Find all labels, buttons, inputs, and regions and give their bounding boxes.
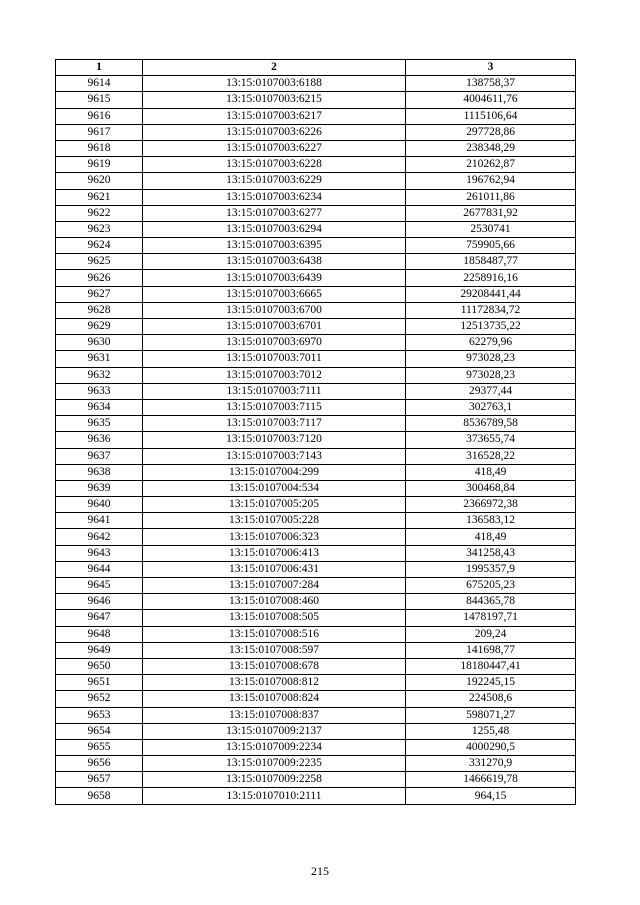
table-cell-col-1: 9618: [56, 140, 143, 156]
table-cell-col-2: 13:15:0107006:431: [143, 561, 406, 577]
table-cell-col-2: 13:15:0107008:505: [143, 610, 406, 626]
table-cell-col-3: 973028,23: [406, 351, 576, 367]
table-row: [56, 335, 576, 351]
table-cell-col-2: 13:15:0107003:6970: [143, 335, 406, 351]
table-cell-col-2: 13:15:0107009:2137: [143, 723, 406, 739]
table-cell-col-3: 29377,44: [406, 383, 576, 399]
table-cell-col-3: 598071,27: [406, 707, 576, 723]
table-cell-col-1: 9656: [56, 756, 143, 772]
table-body: [56, 76, 576, 804]
column-header-2: 2: [143, 60, 406, 76]
table-cell-col-2: 13:15:0107003:6439: [143, 270, 406, 286]
table-row: [56, 367, 576, 383]
table-row: [56, 480, 576, 496]
table-row: [56, 464, 576, 480]
table-cell-col-1: 9647: [56, 610, 143, 626]
table-cell-col-1: 9644: [56, 561, 143, 577]
table-cell-col-3: 2258916,16: [406, 270, 576, 286]
table-cell-col-3: 4004611,76: [406, 92, 576, 108]
table-cell-col-2: 13:15:0107003:6215: [143, 92, 406, 108]
table-cell-col-1: 9633: [56, 383, 143, 399]
table-cell-col-1: 9635: [56, 416, 143, 432]
table-cell-col-1: 9645: [56, 578, 143, 594]
table-cell-col-3: 141698,77: [406, 642, 576, 658]
table-cell-col-2: 13:15:0107003:6665: [143, 286, 406, 302]
table-row: [56, 610, 576, 626]
table-cell-col-2: 13:15:0107003:6700: [143, 302, 406, 318]
table-row: [56, 302, 576, 318]
table-cell-col-3: 418,49: [406, 529, 576, 545]
table-row: [56, 756, 576, 772]
table-cell-col-1: 9649: [56, 642, 143, 658]
table-cell-col-1: 9626: [56, 270, 143, 286]
table-cell-col-3: 209,24: [406, 626, 576, 642]
table-cell-col-3: 238348,29: [406, 140, 576, 156]
table-cell-col-2: 13:15:0107006:323: [143, 529, 406, 545]
table-cell-col-3: 300468,84: [406, 480, 576, 496]
table-cell-col-3: 1255,48: [406, 723, 576, 739]
table-cell-col-2: 13:15:0107003:6395: [143, 238, 406, 254]
table-header-row: [56, 60, 576, 76]
table-row: [56, 788, 576, 804]
table-cell-col-2: 13:15:0107003:7117: [143, 416, 406, 432]
table-row: [56, 723, 576, 739]
table-cell-col-3: 759905,66: [406, 238, 576, 254]
table-cell-col-2: 13:15:0107003:6277: [143, 205, 406, 221]
table-cell-col-1: 9617: [56, 124, 143, 140]
table-cell-col-2: 13:15:0107003:6188: [143, 76, 406, 92]
table-cell-col-3: 138758,37: [406, 76, 576, 92]
table-cell-col-1: 9638: [56, 464, 143, 480]
table-cell-col-1: 9641: [56, 513, 143, 529]
table-cell-col-3: 2530741: [406, 221, 576, 237]
table-row: [56, 497, 576, 513]
table-row: [56, 545, 576, 561]
table-row: [56, 513, 576, 529]
table-cell-col-1: 9630: [56, 335, 143, 351]
table-cell-col-1: 9621: [56, 189, 143, 205]
table-cell-col-1: 9629: [56, 319, 143, 335]
column-header-1: 1: [56, 60, 143, 76]
table-cell-col-1: 9634: [56, 399, 143, 415]
table-row: [56, 124, 576, 140]
table-cell-col-3: 973028,23: [406, 367, 576, 383]
table-row: [56, 594, 576, 610]
table-cell-col-2: 13:15:0107003:6226: [143, 124, 406, 140]
table-cell-col-2: 13:15:0107008:516: [143, 626, 406, 642]
table-cell-col-2: 13:15:0107005:205: [143, 497, 406, 513]
table-row: [56, 739, 576, 755]
table-cell-col-2: 13:15:0107004:299: [143, 464, 406, 480]
table-cell-col-3: 29208441,44: [406, 286, 576, 302]
table-row: [56, 221, 576, 237]
table-row: [56, 140, 576, 156]
table-cell-col-1: 9654: [56, 723, 143, 739]
table-row: [56, 319, 576, 335]
table-cell-col-3: 136583,12: [406, 513, 576, 529]
table-cell-col-2: 13:15:0107008:837: [143, 707, 406, 723]
table-cell-col-3: 18180447,41: [406, 658, 576, 674]
table-cell-col-1: 9614: [56, 76, 143, 92]
table-cell-col-1: 9627: [56, 286, 143, 302]
table-cell-col-3: 302763,1: [406, 399, 576, 415]
table-row: [56, 529, 576, 545]
table-cell-col-2: 13:15:0107003:7012: [143, 367, 406, 383]
table-row: [56, 108, 576, 124]
table-cell-col-2: 13:15:0107003:6701: [143, 319, 406, 335]
table-row: [56, 254, 576, 270]
table-cell-col-2: 13:15:0107003:6294: [143, 221, 406, 237]
table-cell-col-3: 341258,43: [406, 545, 576, 561]
table-cell-col-1: 9628: [56, 302, 143, 318]
table-row: [56, 189, 576, 205]
table-row: [56, 157, 576, 173]
table-row: [56, 238, 576, 254]
table-row: [56, 416, 576, 432]
table-cell-col-3: 1478197,71: [406, 610, 576, 626]
table-cell-col-3: 224508,6: [406, 691, 576, 707]
table-cell-col-1: 9615: [56, 92, 143, 108]
table-cell-col-3: 1858487,77: [406, 254, 576, 270]
table-row: [56, 399, 576, 415]
table-cell-col-3: 192245,15: [406, 675, 576, 691]
table-cell-col-3: 8536789,58: [406, 416, 576, 432]
table-cell-col-3: 316528,22: [406, 448, 576, 464]
table-row: [56, 658, 576, 674]
table-row: [56, 432, 576, 448]
table-cell-col-2: 13:15:0107008:678: [143, 658, 406, 674]
table-cell-col-3: 373655,74: [406, 432, 576, 448]
table-cell-col-1: 9643: [56, 545, 143, 561]
table-cell-col-1: 9657: [56, 772, 143, 788]
table-cell-col-3: 331270,9: [406, 756, 576, 772]
table-cell-col-2: 13:15:0107009:2234: [143, 739, 406, 755]
table-cell-col-1: 9624: [56, 238, 143, 254]
table-cell-col-1: 9650: [56, 658, 143, 674]
table-cell-col-3: 12513735,22: [406, 319, 576, 335]
table-cell-col-1: 9623: [56, 221, 143, 237]
table-cell-col-1: 9640: [56, 497, 143, 513]
table-cell-col-3: 844365,78: [406, 594, 576, 610]
table-cell-col-3: 297728,86: [406, 124, 576, 140]
table-cell-col-2: 13:15:0107005:228: [143, 513, 406, 529]
table-cell-col-1: 9622: [56, 205, 143, 221]
table-row: [56, 205, 576, 221]
table-cell-col-2: 13:15:0107003:6227: [143, 140, 406, 156]
table-cell-col-2: 13:15:0107004:534: [143, 480, 406, 496]
table-cell-col-2: 13:15:0107009:2258: [143, 772, 406, 788]
table-cell-col-2: 13:15:0107003:7143: [143, 448, 406, 464]
table-row: [56, 626, 576, 642]
table-cell-col-3: 261011,86: [406, 189, 576, 205]
table-cell-col-3: 11172834,72: [406, 302, 576, 318]
table-cell-col-2: 13:15:0107003:6234: [143, 189, 406, 205]
table-cell-col-3: 4000290,5: [406, 739, 576, 755]
table-row: [56, 578, 576, 594]
table-cell-col-3: 62279,96: [406, 335, 576, 351]
table-cell-col-3: 418,49: [406, 464, 576, 480]
table-cell-col-3: 1995357,9: [406, 561, 576, 577]
table-cell-col-2: 13:15:0107008:824: [143, 691, 406, 707]
table-cell-col-1: 9651: [56, 675, 143, 691]
table-cell-col-2: 13:15:0107009:2235: [143, 756, 406, 772]
table-cell-col-1: 9632: [56, 367, 143, 383]
table-cell-col-2: 13:15:0107003:6217: [143, 108, 406, 124]
table-row: [56, 92, 576, 108]
table-cell-col-2: 13:15:0107003:6228: [143, 157, 406, 173]
table-cell-col-1: 9639: [56, 480, 143, 496]
table-cell-col-3: 2366972,38: [406, 497, 576, 513]
table-row: [56, 772, 576, 788]
table-cell-col-1: 9648: [56, 626, 143, 642]
table-cell-col-3: 675205,23: [406, 578, 576, 594]
table-cell-col-2: 13:15:0107006:413: [143, 545, 406, 561]
table-cell-col-1: 9620: [56, 173, 143, 189]
table-cell-col-2: 13:15:0107008:812: [143, 675, 406, 691]
table-cell-col-1: 9636: [56, 432, 143, 448]
page-number: 215: [311, 864, 329, 878]
table-cell-col-2: 13:15:0107003:6229: [143, 173, 406, 189]
table-row: [56, 383, 576, 399]
table-cell-col-1: 9637: [56, 448, 143, 464]
table-row: [56, 270, 576, 286]
table-row: [56, 707, 576, 723]
table-cell-col-1: 9619: [56, 157, 143, 173]
table-cell-col-2: 13:15:0107008:597: [143, 642, 406, 658]
table-cell-col-1: 9642: [56, 529, 143, 545]
table-row: [56, 351, 576, 367]
table-row: [56, 691, 576, 707]
data-table: [55, 59, 576, 805]
table-cell-col-3: 210262,87: [406, 157, 576, 173]
table-cell-col-2: 13:15:0107003:6438: [143, 254, 406, 270]
table-cell-col-3: 964,15: [406, 788, 576, 804]
table-cell-col-1: 9631: [56, 351, 143, 367]
table-row: [56, 286, 576, 302]
table-cell-col-3: 1115106,64: [406, 108, 576, 124]
table-cell-col-1: 9653: [56, 707, 143, 723]
table-row: [56, 675, 576, 691]
table-cell-col-2: 13:15:0107003:7115: [143, 399, 406, 415]
table-row: [56, 173, 576, 189]
table-cell-col-2: 13:15:0107010:2111: [143, 788, 406, 804]
table-row: [56, 448, 576, 464]
table-cell-col-3: 1466619,78: [406, 772, 576, 788]
table-cell-col-1: 9658: [56, 788, 143, 804]
table-row: [56, 642, 576, 658]
table-cell-col-1: 9616: [56, 108, 143, 124]
table-cell-col-3: 196762,94: [406, 173, 576, 189]
table-cell-col-1: 9646: [56, 594, 143, 610]
table-cell-col-2: 13:15:0107008:460: [143, 594, 406, 610]
table-row: [56, 76, 576, 92]
table-cell-col-2: 13:15:0107003:7011: [143, 351, 406, 367]
table-cell-col-2: 13:15:0107003:7120: [143, 432, 406, 448]
table-cell-col-1: 9652: [56, 691, 143, 707]
table-cell-col-2: 13:15:0107007:284: [143, 578, 406, 594]
table-cell-col-2: 13:15:0107003:7111: [143, 383, 406, 399]
table-cell-col-3: 2677831,92: [406, 205, 576, 221]
table-row: [56, 561, 576, 577]
table-cell-col-1: 9655: [56, 739, 143, 755]
table-cell-col-1: 9625: [56, 254, 143, 270]
column-header-3: 3: [406, 60, 576, 76]
